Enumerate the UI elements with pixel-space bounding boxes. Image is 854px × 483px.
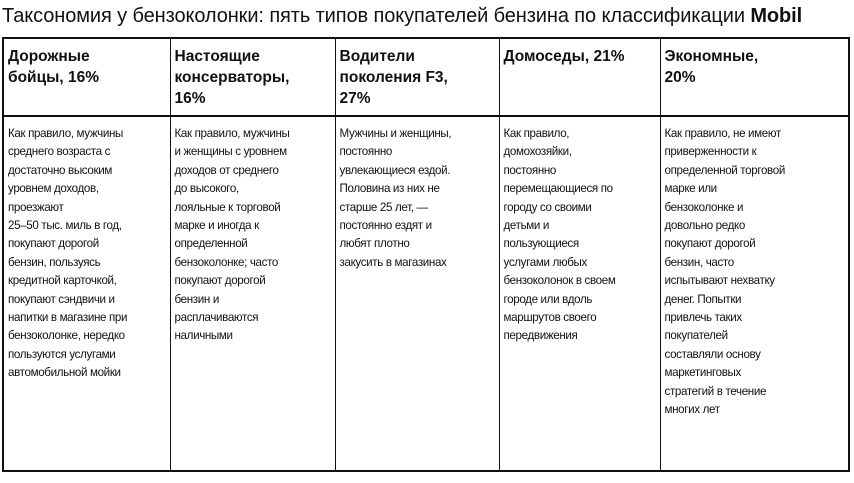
description-text-line: напитки в магазине при (8, 311, 128, 325)
description-text-line: многих лет (664, 403, 720, 417)
title-brand: Mobil (750, 5, 803, 27)
description-price-shoppers (660, 116, 849, 471)
header-text-line: бойцы, 16% (8, 69, 99, 86)
description-text-line: старше 25 лет, — (339, 200, 428, 214)
description-text-line: маркетинговых (664, 366, 741, 380)
description-text-line: приверженности к (664, 145, 757, 159)
header-text-line: поколения F3, (339, 69, 448, 86)
description-text-line: доходов от среднего (174, 163, 279, 177)
description-text-line: 25–50 тыс. миль в год, (8, 219, 122, 233)
description-text-line: увлекающиеся ездой. (339, 163, 451, 177)
description-text-line: довольно редко (664, 219, 745, 233)
description-text-line: покупают дорогой (174, 274, 266, 288)
description-text-line: определенной торговой (664, 163, 785, 177)
description-text-line: лояльные к торговой (174, 200, 281, 214)
description-text-line: расплачиваются (174, 311, 259, 325)
description-text-line: бензин, пользуясь (8, 255, 101, 269)
taxonomy-table (2, 37, 850, 472)
description-text-line: проезжают (8, 200, 64, 214)
description-text-line: передвижения (503, 329, 578, 343)
header-text-line: 20% (664, 69, 696, 86)
header-text-line: 27% (339, 90, 371, 107)
header-true-blues (170, 38, 335, 116)
description-text-line: Как правило, не имеют (664, 127, 781, 140)
description-text-line: бензоколонке; часто (174, 255, 278, 269)
description-text-line: наличными (174, 329, 233, 343)
description-text-line: постоянно (339, 145, 393, 159)
description-text-line: услугами любых (503, 255, 587, 269)
description-text-line: составляли основу (664, 347, 761, 361)
description-text-line: Как правило, (503, 127, 570, 140)
description-text-line: покупателей (664, 329, 728, 343)
description-text-line: покупают дорогой (8, 237, 99, 251)
description-text-line: достаточно высоким (8, 163, 112, 177)
header-row (3, 38, 849, 116)
description-text-line: бензин и (174, 292, 219, 306)
description-text-line: постоянно ездят и (339, 219, 432, 233)
description-homebodies (499, 116, 660, 471)
description-text-line: городе или вдоль (503, 292, 593, 306)
header-road-warriors (3, 38, 170, 116)
description-text-line: Как правило, мужчины (174, 127, 290, 140)
header-price-shoppers (660, 38, 849, 116)
header-text-line: Водители (339, 48, 415, 65)
description-text-line: Половина из них не (339, 182, 440, 196)
title-text: Таксономия у бензоколонки: пять типов покупателей бензина по классификации (2, 5, 751, 27)
description-text-line: покупают дорогой (664, 237, 756, 251)
description-text-line: Мужчины и женщины, (339, 127, 452, 140)
description-text-line: любят плотно (339, 237, 410, 251)
description-text-line: денег. Попытки (664, 292, 742, 306)
description-road-warriors (3, 116, 170, 471)
description-text-line: детьми и (503, 219, 550, 233)
description-text-line: испытывают нехватку (664, 274, 775, 288)
description-generation-f3 (335, 116, 499, 471)
description-text-line: бензоколонок в своем (503, 274, 616, 288)
description-text-line: перемещающиеся по (503, 182, 613, 196)
description-text-line: привлечь таких (664, 311, 742, 325)
description-text-line: марке или (664, 182, 717, 196)
header-homebodies (499, 38, 660, 116)
header-text-line: Настоящие (174, 48, 260, 65)
description-text-line: Как правило, мужчины (8, 127, 123, 140)
description-text-line: марке и иногда к (174, 219, 259, 233)
header-generation-f3 (335, 38, 499, 116)
description-text-line: кредитной карточкой, (8, 274, 117, 288)
description-text-line: пользуются услугами (8, 347, 116, 361)
description-text-line: бензоколонке и (664, 200, 744, 214)
description-text-line: бензоколонке, нередко (8, 329, 125, 343)
header-text-line: консерваторы, (174, 69, 290, 86)
header-text-line: Экономные, (664, 48, 759, 65)
header-text-line: 16% (174, 90, 206, 107)
description-text-line: домохозяйки, (503, 145, 572, 159)
page-title (2, 3, 802, 29)
description-text-line: городу со своими (503, 200, 592, 214)
description-text-line: закусить в магазинах (339, 255, 447, 269)
description-text-line: уровнем доходов, (8, 182, 99, 196)
description-text-line: бензин, часто (664, 255, 734, 269)
description-text-line: стратегий в течение (664, 384, 767, 398)
description-text-line: маршрутов своего (503, 311, 597, 325)
header-text-line: Домоседы, 21% (503, 48, 625, 65)
description-text-line: покупают сэндвичи и (8, 292, 115, 306)
description-true-blues (170, 116, 335, 471)
description-text-line: до высокого, (174, 182, 239, 196)
description-text-line: среднего возраста с (8, 145, 111, 159)
description-row (3, 116, 849, 471)
description-text-line: постоянно (503, 163, 557, 177)
description-text-line: пользующиеся (503, 237, 579, 251)
description-text-line: определенной (174, 237, 248, 251)
header-text-line: Дорожные (8, 48, 90, 65)
description-text-line: и женщины с уровнем (174, 145, 287, 159)
description-text-line: автомобильной мойки (8, 366, 121, 380)
